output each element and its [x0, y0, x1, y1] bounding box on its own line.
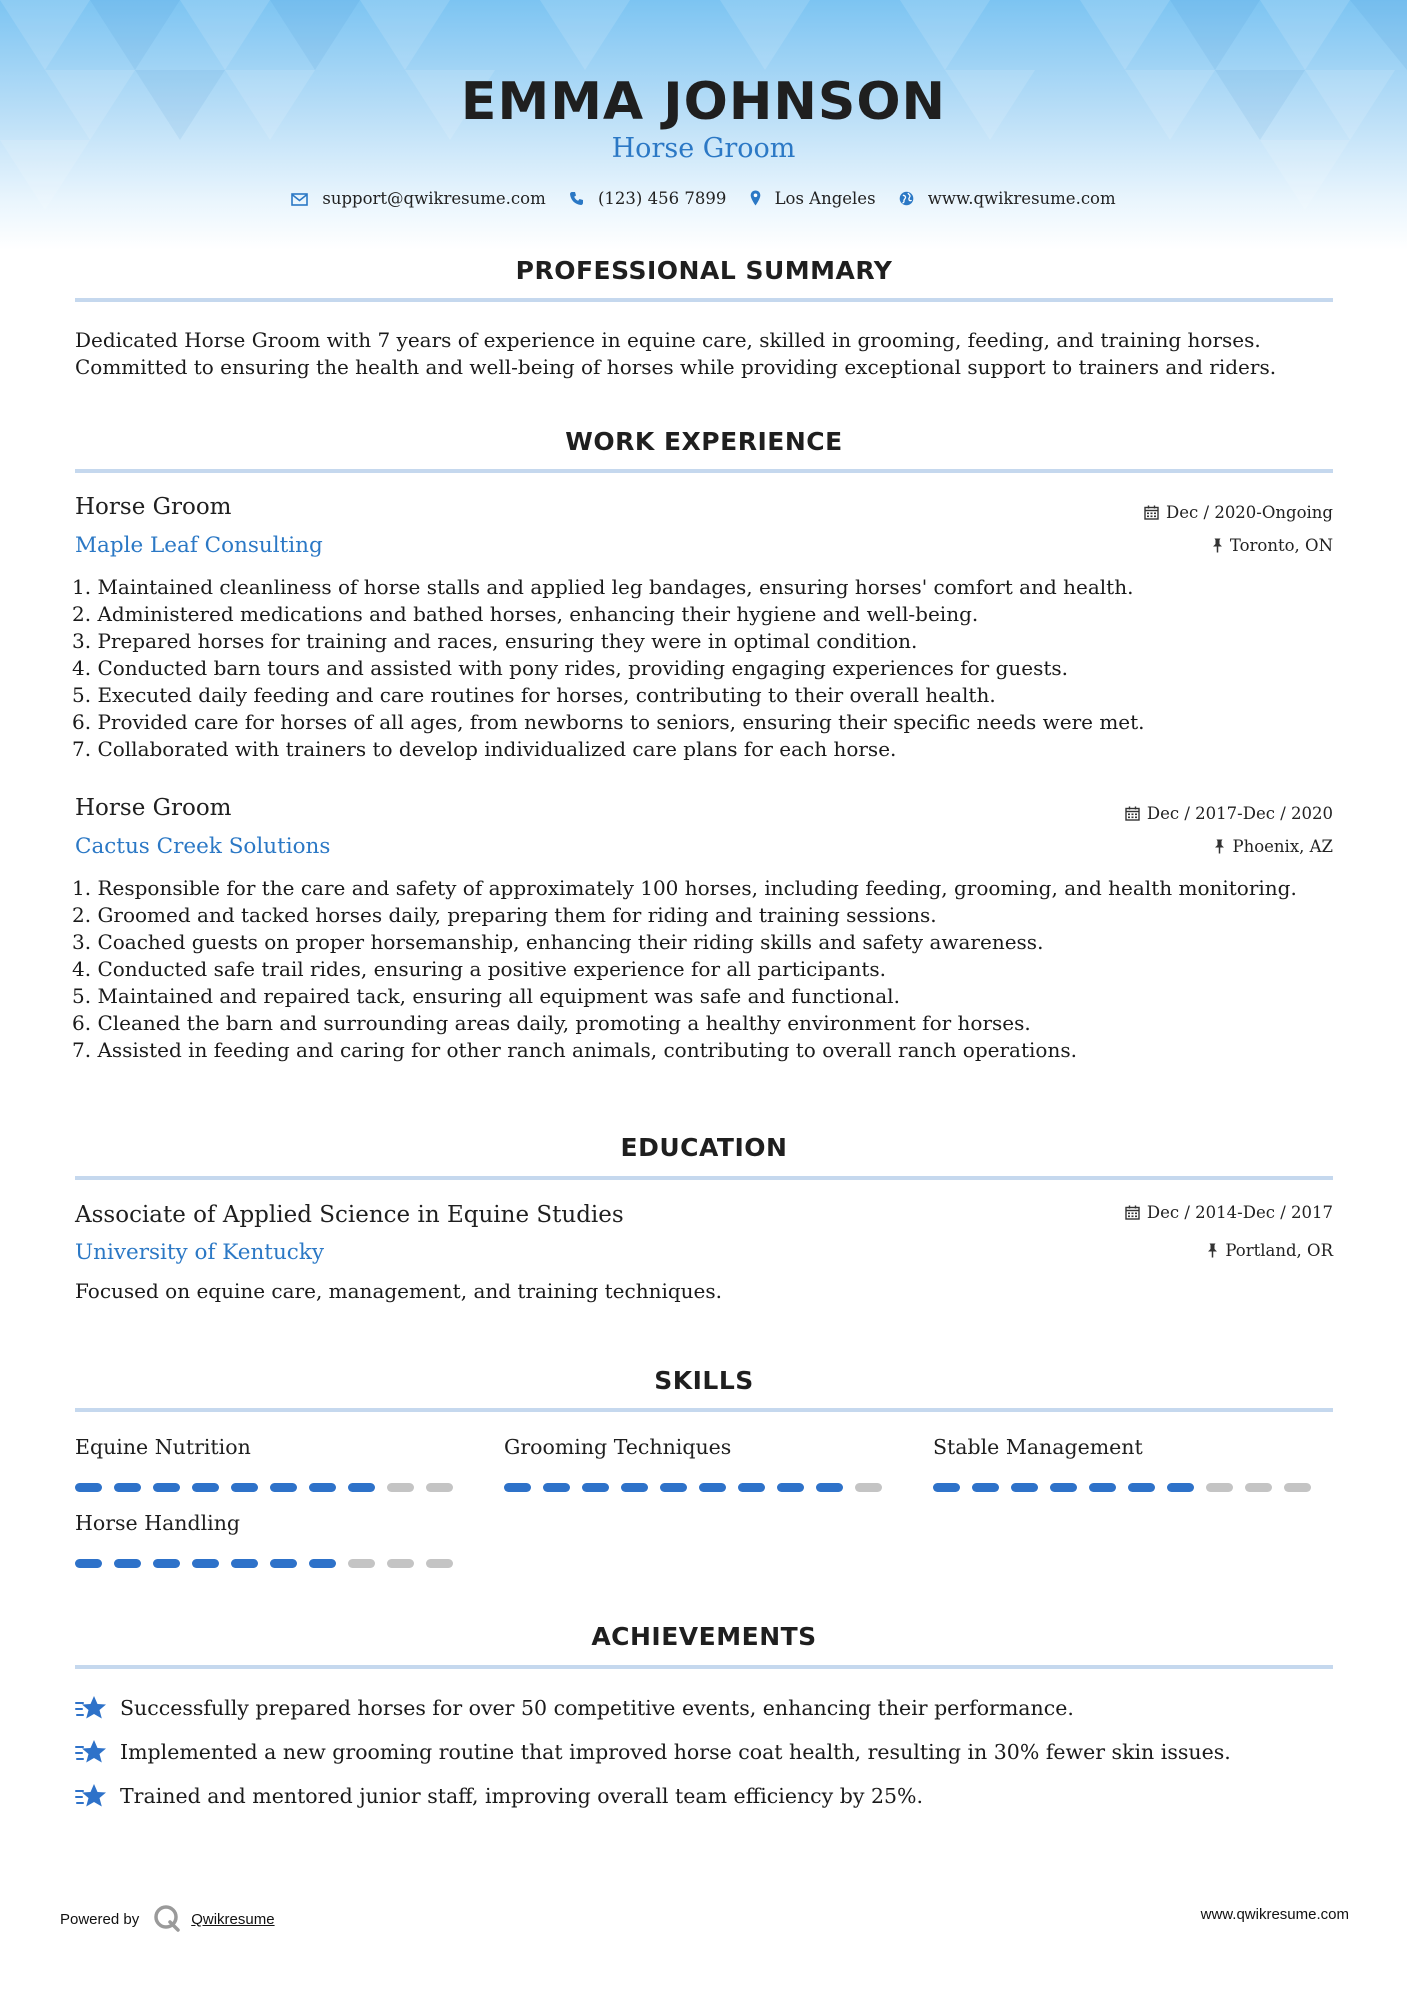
envelope-icon — [291, 193, 308, 206]
contact-email-text: support@qwikresume.com — [322, 189, 546, 208]
skill-segment-empty — [387, 1483, 414, 1492]
achievement-text: Implemented a new grooming routine that improved horse coat health, resulting in 30% fewer skin issues. — [120, 1740, 1231, 1764]
skill-segment-filled — [816, 1483, 843, 1492]
pushpin-icon — [1214, 839, 1225, 854]
skill-segment-filled — [114, 1483, 141, 1492]
skill-segment-filled — [504, 1483, 531, 1492]
skill-segment-empty — [1206, 1483, 1233, 1492]
skill-segment-filled — [1128, 1483, 1155, 1492]
skill-segment-filled — [231, 1559, 258, 1568]
phone-icon — [569, 191, 584, 206]
skill-segment-filled — [699, 1483, 726, 1492]
skill-segment-filled — [231, 1483, 258, 1492]
list-item: 6. Cleaned the barn and surrounding areas daily, promoting a healthy environment for horses. — [72, 1011, 1031, 1035]
footer-website[interactable]: www.qwikresume.com — [1200, 1906, 1349, 1923]
job-location-text: Toronto, ON — [1229, 536, 1333, 555]
job-responsibilities — [72, 875, 1352, 1064]
candidate-name: EMMA JOHNSON — [460, 72, 947, 132]
map-marker-icon — [750, 190, 761, 206]
skill-segment-filled — [621, 1483, 648, 1492]
skill-segment-empty — [348, 1559, 375, 1568]
calendar-icon — [1144, 505, 1159, 520]
list-item: 5. Maintained and repaired tack, ensuring all equipment was safe and functional. — [72, 984, 900, 1008]
skill-segment-filled — [1167, 1483, 1194, 1492]
pushpin-icon — [1207, 1243, 1218, 1258]
skill-segment-filled — [270, 1559, 297, 1568]
education-school: University of Kentucky — [75, 1240, 325, 1265]
skill-name: Horse Handling — [75, 1511, 241, 1535]
experience-divider — [75, 469, 1333, 473]
skill-segment-filled — [309, 1559, 336, 1568]
summary-divider — [75, 298, 1333, 302]
skill-segment-filled — [75, 1559, 102, 1568]
contact-location — [750, 189, 876, 208]
skill-segment-filled — [582, 1483, 609, 1492]
list-item: 2. Administered medications and bathed horses, enhancing their hygiene and well-being. — [72, 602, 979, 626]
job-dates — [1144, 503, 1333, 522]
job-dates — [1125, 804, 1333, 823]
job-location — [1212, 536, 1333, 555]
skill-segment-filled — [660, 1483, 687, 1492]
education-dates — [1125, 1203, 1333, 1222]
skill-name: Equine Nutrition — [75, 1435, 251, 1459]
list-item: 6. Provided care for horses of all ages, from newborns to seniors, ensuring their specific needs were met. — [72, 710, 1145, 734]
job-title: Horse Groom — [75, 795, 232, 821]
skill-segment-empty — [387, 1559, 414, 1568]
achievement-text: Successfully prepared horses for over 50 competitive events, enhancing their performance. — [120, 1696, 1074, 1720]
skill-segment-empty — [855, 1483, 882, 1492]
contact-phone-text: (123) 456 7899 — [597, 189, 727, 208]
skill-segment-filled — [1011, 1483, 1038, 1492]
job-company: Cactus Creek Solutions — [75, 834, 331, 859]
job-dates-text: Dec / 2017-Dec / 2020 — [1146, 804, 1333, 823]
skills-heading: SKILLS — [654, 1366, 754, 1395]
skill-name: Stable Management — [933, 1435, 1143, 1459]
job-responsibilities — [72, 574, 1352, 763]
achievement-text: Trained and mentored junior staff, improving overall team efficiency by 25%. — [120, 1784, 924, 1808]
skill-segment-filled — [348, 1483, 375, 1492]
education-degree: Associate of Applied Science in Equine Studies — [75, 1202, 624, 1228]
skill-meter — [504, 1483, 884, 1492]
skill-segment-filled — [933, 1483, 960, 1492]
footer-powered-by — [60, 1904, 275, 1936]
skill-segment-filled — [738, 1483, 765, 1492]
education-divider — [75, 1176, 1333, 1180]
skill-meter — [75, 1559, 455, 1568]
calendar-icon — [1125, 806, 1140, 821]
contact-location-text: Los Angeles — [774, 189, 876, 208]
skill-segment-filled — [1050, 1483, 1077, 1492]
skill-segment-filled — [153, 1483, 180, 1492]
list-item: 5. Executed daily feeding and care routines for horses, contributing to their overall health. — [72, 683, 996, 707]
contact-phone[interactable] — [569, 189, 726, 208]
education-heading: EDUCATION — [620, 1133, 788, 1162]
job-company: Maple Leaf Consulting — [75, 533, 323, 558]
contact-email[interactable] — [291, 189, 545, 208]
brand-link[interactable]: Qwikresume — [191, 1910, 275, 1928]
skill-segment-filled — [75, 1483, 102, 1492]
skills-divider — [75, 1408, 1333, 1412]
job-title: Horse Groom — [75, 494, 232, 520]
skill-name: Grooming Techniques — [504, 1435, 732, 1459]
skill-segment-filled — [192, 1483, 219, 1492]
contact-website-text: www.qwikresume.com — [927, 189, 1116, 208]
powered-by-label: Powered by — [60, 1910, 140, 1928]
star-badge-icon — [75, 1694, 109, 1722]
skill-segment-empty — [1284, 1483, 1311, 1492]
list-item: 3. Coached guests on proper horsemanship, enhancing their riding skills and safety awareness. — [72, 930, 1044, 954]
education-location — [1207, 1241, 1333, 1260]
qwikresume-logo-icon — [153, 1904, 181, 1936]
summary-line: Committed to ensuring the health and well-being of horses while providing exceptional support to trainers and riders. — [75, 355, 1277, 379]
job-location-text: Phoenix, AZ — [1232, 837, 1333, 856]
pushpin-icon — [1212, 538, 1223, 553]
skill-segment-filled — [270, 1483, 297, 1492]
calendar-icon — [1125, 1205, 1140, 1220]
candidate-role: Horse Groom — [611, 133, 796, 164]
summary-text — [75, 327, 1335, 381]
skill-segment-filled — [777, 1483, 804, 1492]
list-item: 1. Responsible for the care and safety of approximately 100 horses, including feeding, grooming, and health monitoring. — [72, 876, 1297, 900]
star-badge-icon — [75, 1738, 109, 1766]
skill-segment-filled — [192, 1559, 219, 1568]
achievements-heading: ACHIEVEMENTS — [591, 1622, 817, 1651]
skill-meter — [933, 1483, 1313, 1492]
list-item: 7. Assisted in feeding and caring for other ranch animals, contributing to overall ranch operations. — [72, 1038, 1077, 1062]
achievements-divider — [75, 1665, 1333, 1669]
summary-heading: PROFESSIONAL SUMMARY — [515, 256, 893, 285]
skill-segment-filled — [543, 1483, 570, 1492]
job-dates-text: Dec / 2020-Ongoing — [1166, 503, 1333, 522]
list-item: 3. Prepared horses for training and races, ensuring they were in optimal condition. — [72, 629, 918, 653]
education-description: Focused on equine care, management, and training techniques. — [75, 1279, 723, 1303]
experience-heading: WORK EXPERIENCE — [565, 427, 843, 456]
education-location-text: Portland, OR — [1225, 1241, 1333, 1260]
skill-segment-filled — [114, 1559, 141, 1568]
job-location — [1214, 837, 1333, 856]
contact-bar — [0, 188, 1407, 208]
list-item: 4. Conducted safe trail rides, ensuring a positive experience for all participants. — [72, 957, 887, 981]
skill-segment-filled — [1089, 1483, 1116, 1492]
skill-segment-empty — [1245, 1483, 1272, 1492]
summary-line: Dedicated Horse Groom with 7 years of experience in equine care, skilled in grooming, feeding, and training horses. — [75, 328, 1261, 352]
education-dates-text: Dec / 2014-Dec / 2017 — [1146, 1203, 1333, 1222]
list-item: 1. Maintained cleanliness of horse stalls and applied leg bandages, ensuring horses' comfort and health. — [72, 575, 1134, 599]
contact-website[interactable] — [899, 189, 1116, 208]
skill-segment-empty — [426, 1559, 453, 1568]
skill-meter — [75, 1483, 455, 1492]
star-badge-icon — [75, 1782, 109, 1810]
skill-segment-filled — [309, 1483, 336, 1492]
skill-segment-empty — [426, 1483, 453, 1492]
list-item: 7. Collaborated with trainers to develop individualized care plans for each horse. — [72, 737, 897, 761]
skill-segment-filled — [153, 1559, 180, 1568]
skill-segment-filled — [972, 1483, 999, 1492]
globe-icon — [899, 191, 914, 206]
list-item: 4. Conducted barn tours and assisted with pony rides, providing engaging experiences for guests. — [72, 656, 1069, 680]
list-item: 2. Groomed and tacked horses daily, preparing them for riding and training sessions. — [72, 903, 937, 927]
